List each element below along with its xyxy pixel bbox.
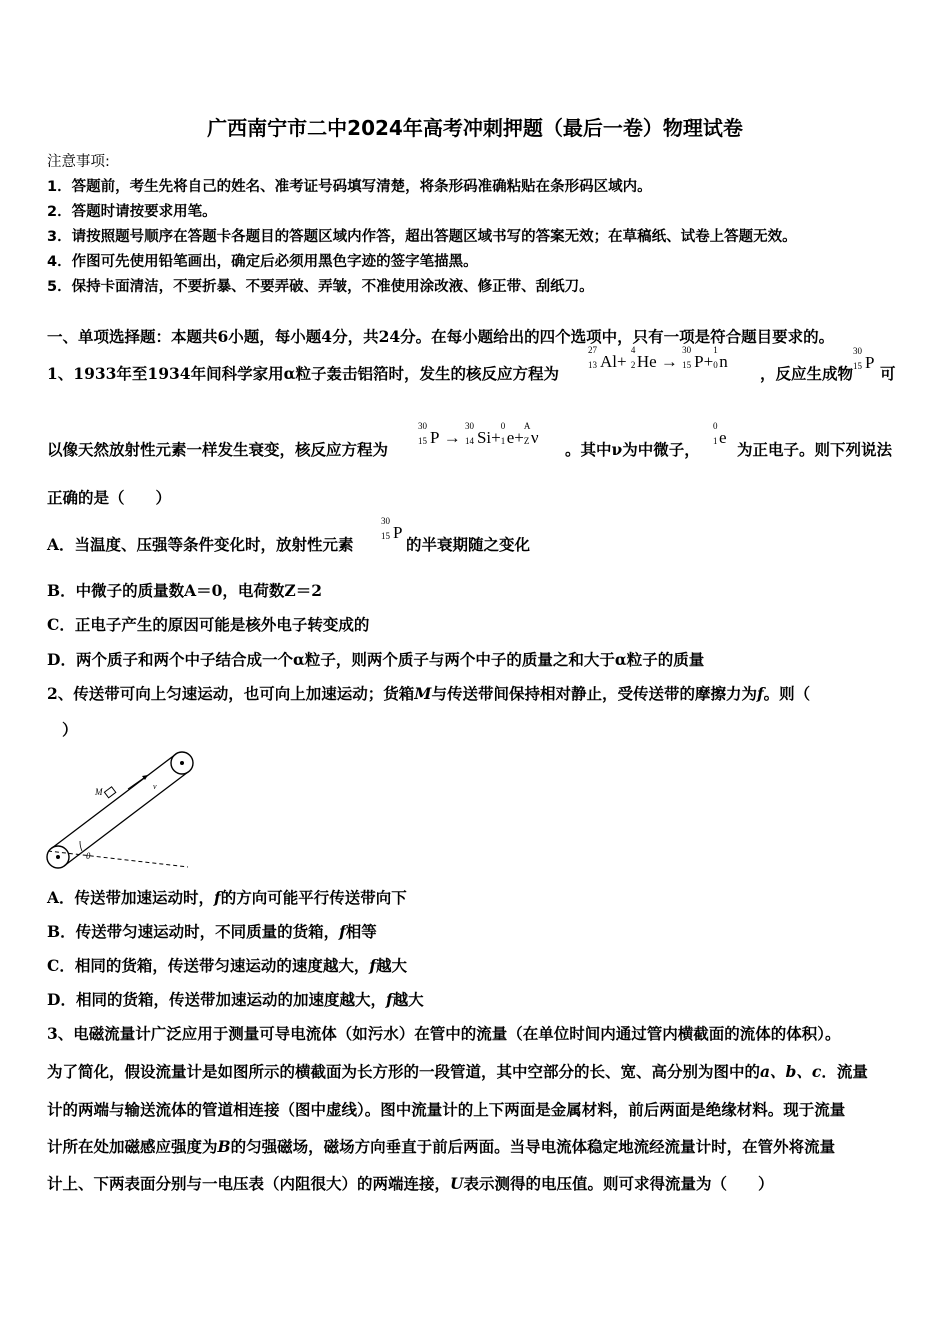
label-v: v	[153, 782, 157, 791]
q3-line1: 3、电磁流量计广泛应用于测量可导电流体（如污水）在管中的流量（在单位时间内通过管内横截面的流体的体积）。	[47, 1024, 841, 1043]
q1-line3: 正确的是（ ）	[47, 488, 172, 507]
q1-option-b: B．中微子的质量数A＝0，电荷数Z＝2	[47, 581, 323, 600]
q1-line1: 1、1933年至1934年间科学家用α粒子轰击铝箔时，发生的核反应方程为	[47, 364, 559, 383]
q1-line2-c: 为正电子。则下列说法	[737, 440, 893, 459]
q1-option-a-nuclide: 30 15 P	[381, 516, 403, 542]
notice-heading: 注意事项:	[47, 154, 110, 170]
label-m: M	[95, 787, 103, 797]
cargo-box	[104, 787, 115, 798]
belt-lower-side	[64, 772, 188, 866]
belt-upper-side	[52, 754, 176, 848]
q1-line2-b: 。其中ν为中微子，	[565, 440, 700, 459]
q2-stem: 2、传送带可向上匀速运动，也可向上加速运动；货箱M与传送带间保持相对静止，受传送带的摩擦力为f。则（	[47, 684, 811, 703]
q1-nuclide-e: 0 1 e	[713, 421, 727, 447]
q1-option-d: D．两个质子和两个中子结合成一个α粒子，则两个质子与两个中子的质量之和大于α粒子的质量	[47, 650, 705, 669]
label-theta: θ	[86, 851, 91, 861]
q1-equation-1: 27 13 Al+ 4 2 He → 30 15 P+ 1 0 n	[588, 345, 728, 371]
section-heading: 一、单项选择题：本题共6小题，每小题4分，共24分。在每小题给出的四个选项中，只有一项是符合题目要求的。	[47, 327, 835, 346]
notice-item-4: 4．作图可先使用铅笔画出，确定后必须用黑色字迹的签字笔描黑。	[47, 254, 478, 270]
q3-line2: 为了简化，假设流量计是如图所示的横截面为长方形的一段管道，其中空部分的长、宽、高分别为图中的a、b、c．流量	[47, 1062, 868, 1081]
lower-pulley-axle	[56, 855, 60, 859]
notice-item-2: 2．答题时请按要求用笔。	[47, 204, 217, 220]
q1-option-a: A．当温度、压强等条件变化时，放射性元素	[47, 535, 354, 554]
q3-line3: 计的两端与输送流体的管道相连接（图中虚线）。图中流量计的上下两面是金属材料，前后两面是绝缘材料。现于流量	[47, 1100, 846, 1119]
page-title: 广西南宁市二中2024年高考冲刺押题（最后一卷）物理试卷	[207, 116, 743, 140]
q2-option-a: A．传送带加速运动时，f的方向可能平行传送带向下	[47, 888, 407, 907]
q1-equation-2: 30 15 P → 30 14 Si+ 0 1 e+ A Z ν	[418, 421, 539, 447]
angle-arc	[80, 841, 82, 851]
q2-option-b: B．传送带匀速运动时，不同质量的货箱，f相等	[47, 922, 377, 941]
q2-stem-end: ）	[62, 720, 78, 739]
q2-option-d: D．相同的货箱，传送带加速运动的加速度越大，f越大	[47, 990, 424, 1009]
conveyor-belt-figure	[40, 745, 200, 873]
q2-option-c: C．相同的货箱，传送带匀速运动的速度越大，f越大	[47, 956, 408, 975]
notice-item-5: 5．保持卡面清洁，不要折暴、不要弄破、弄皱，不准使用涂改液、修正带、刮纸刀。	[47, 279, 594, 295]
q1-option-a-tail: 的半衰期随之变化	[406, 535, 531, 554]
q1-nuclide-p: 30 15 P	[853, 346, 875, 372]
notice-item-3: 3．请按照题号顺序在答题卡各题目的答题区域内作答，超出答题区域书写的答案无效；在草稿纸、试卷上答题无效。	[47, 229, 797, 245]
q1-line2: 以像天然放射性元素一样发生衰变，核反应方程为	[47, 440, 389, 459]
q1-option-c: C．正电子产生的原因可能是核外电子转变成的	[47, 615, 370, 634]
upper-pulley-axle	[180, 761, 184, 765]
q1-line1-b: ，反应生成物	[760, 364, 854, 383]
q1-line1-c: 可	[880, 364, 896, 383]
q3-line4: 计所在处加磁感应强度为B的匀强磁场，磁场方向垂直于前后两面。当导电流体稳定地流经流量计时，在管外将流量	[47, 1137, 836, 1156]
notice-item-1: 1．答题前，考生先将自己的姓名、准考证号码填写清楚，将条形码准确粘贴在条形码区域内。	[47, 179, 652, 195]
q3-line5: 计上、下两表面分别与一电压表（内阻很大）的两端连接，U表示测得的电压值。则可求得流量为（ ）	[47, 1174, 774, 1193]
